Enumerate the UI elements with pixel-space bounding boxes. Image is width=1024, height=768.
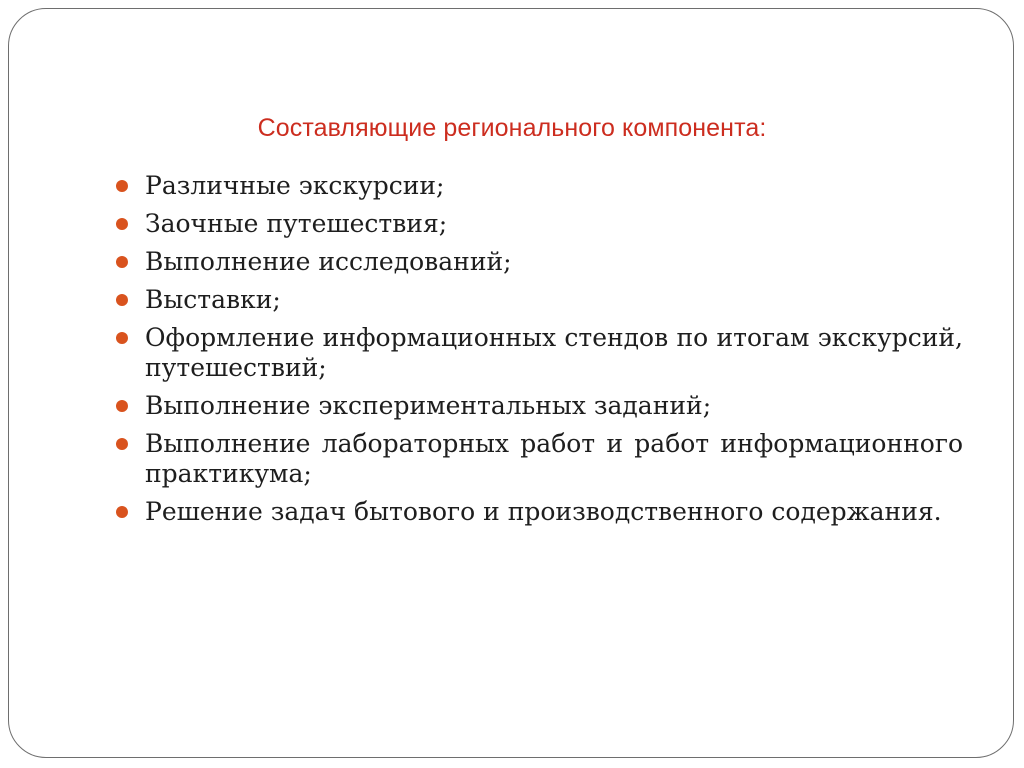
list-item bbox=[113, 171, 963, 201]
list-item-text: Заочные путешествия; bbox=[145, 209, 448, 238]
list-item-text: Решение задач бытового и производственного содержания. bbox=[145, 497, 942, 526]
list-item bbox=[113, 285, 963, 315]
list-item bbox=[113, 247, 963, 277]
list-item-text: Выполнение экспериментальных заданий; bbox=[145, 391, 712, 420]
bullet-icon bbox=[116, 218, 128, 230]
list-item-text: Выставки; bbox=[145, 285, 281, 314]
bullet-icon bbox=[116, 438, 128, 450]
list-item bbox=[113, 497, 963, 527]
bullet-icon bbox=[116, 332, 128, 344]
bullet-list bbox=[113, 171, 963, 535]
slide-title: Составляющие регионального компонента: bbox=[257, 114, 767, 142]
bullet-icon bbox=[116, 180, 128, 192]
list-item-text: Оформление информационных стендов по итогам экскурсий, путешествий; bbox=[145, 323, 963, 382]
list-item-text: Выполнение лабораторных работ и работ информационного практикума; bbox=[145, 429, 963, 488]
bullet-icon bbox=[116, 294, 128, 306]
list-item bbox=[113, 391, 963, 421]
bullet-icon bbox=[116, 256, 128, 268]
bullet-icon bbox=[116, 400, 128, 412]
list-item bbox=[113, 429, 963, 489]
list-item bbox=[113, 323, 963, 383]
bullet-icon bbox=[116, 506, 128, 518]
list-item-text: Выполнение исследований; bbox=[145, 247, 512, 276]
list-item bbox=[113, 209, 963, 239]
list-item-text: Различные экскурсии; bbox=[145, 171, 445, 200]
